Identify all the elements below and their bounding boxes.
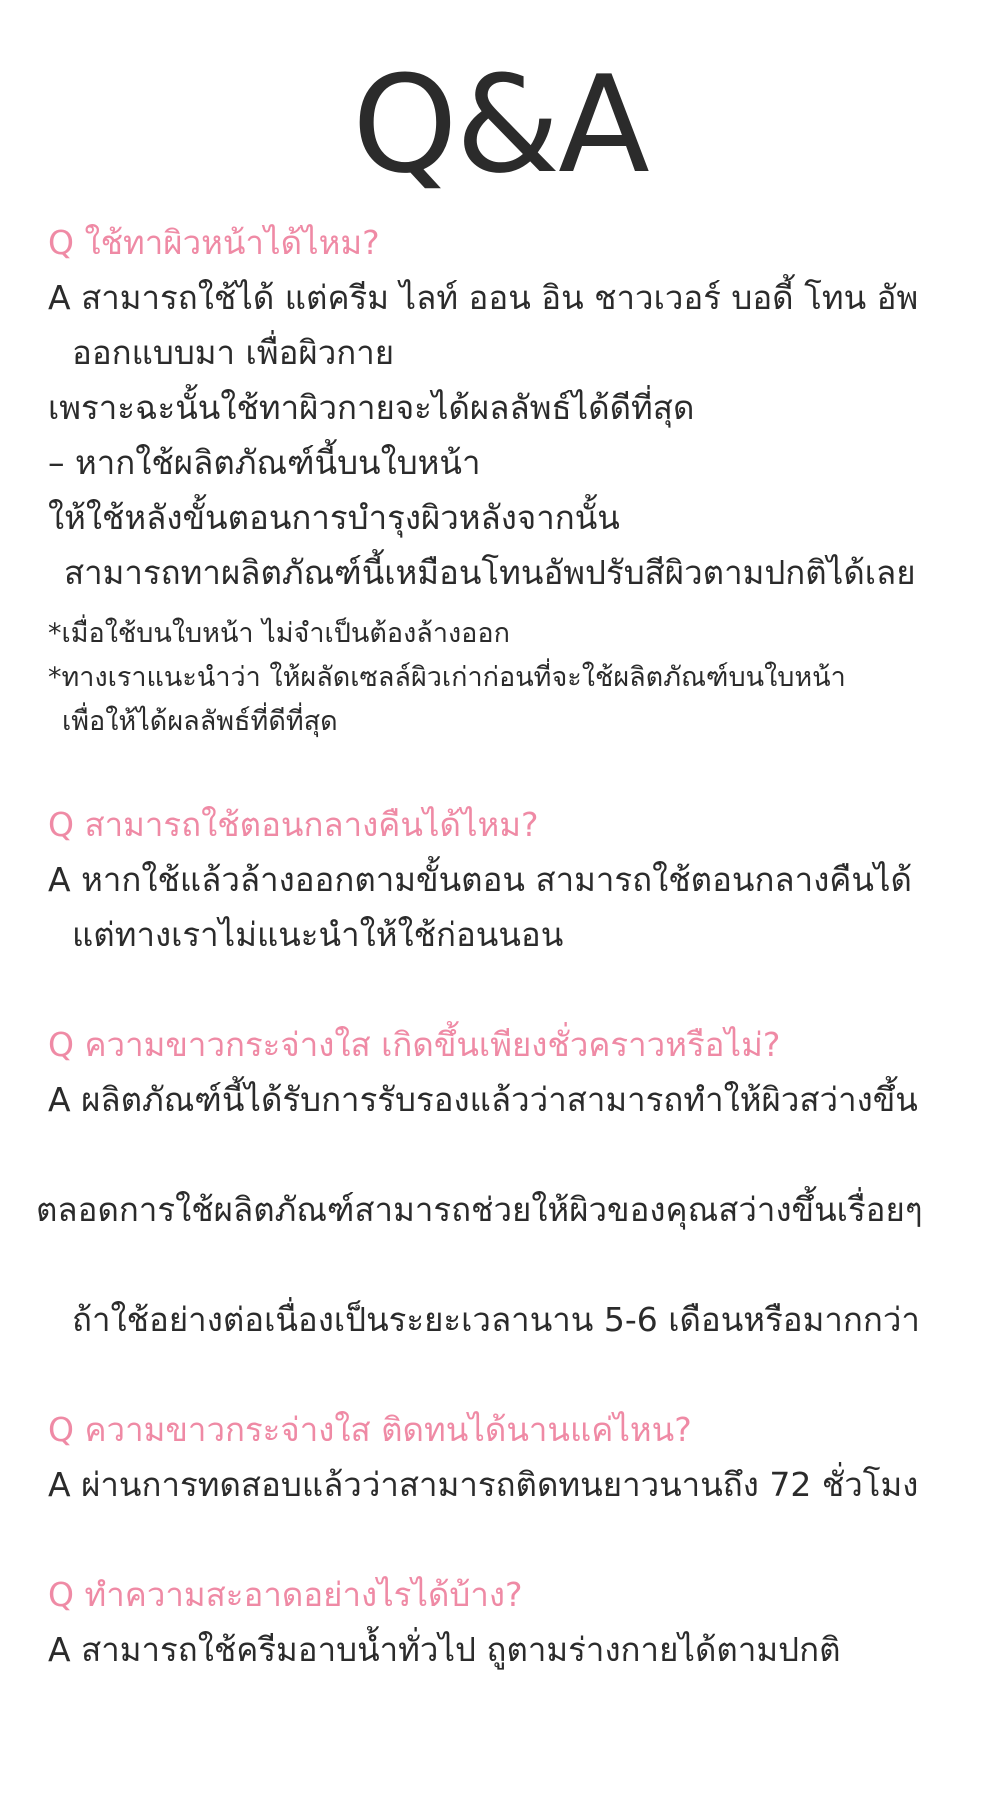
answer-4-line-1: A ผ่านการทดสอบแล้วว่าสามารถติดทนยาวนานถึง 72 ชั่วโมง: [48, 1465, 919, 1504]
question-5: Q ทำความสะอาดอย่างไรได้บ้าง?: [48, 1575, 523, 1614]
note-3: เพื่อให้ได้ผลลัพธ์ที่ดีที่สุด: [62, 706, 338, 737]
answer-1-line-6: สามารถทาผลิตภัณฑ์นี้เหมือนโทนอัพปรับสีผิวตามปกติได้เลย: [64, 553, 916, 592]
answer-1-line-2: ออกแบบมา เพื่อผิวกาย: [72, 333, 395, 372]
answer-2-line-1: A หากใช้แล้วล้างออกตามขั้นตอน สามารถใช้ตอนกลางคืนได้: [48, 860, 912, 899]
answer-1-line-4: – หากใช้ผลิตภัณฑ์นี้บนใบหน้า: [48, 443, 481, 482]
question-2: Q สามารถใช้ตอนกลางคืนได้ไหม?: [48, 805, 539, 844]
answer-5-line-1: A สามารถใช้ครีมอาบน้ำทั่วไป ถูตามร่างกายได้ตามปกติ: [48, 1630, 841, 1669]
note-2: *ทางเราแนะนำว่า ให้ผลัดเซลล์ผิวเก่าก่อนที่จะใช้ผลิตภัณฑ์บนใบหน้า: [48, 662, 846, 693]
page-title: Q&A: [352, 47, 648, 203]
question-1: Q ใช้ทาผิวหน้าได้ไหม?: [48, 223, 380, 262]
answer-2-line-2: แต่ทางเราไม่แนะนำให้ใช้ก่อนนอน: [72, 915, 564, 954]
note-1: *เมื่อใช้บนใบหน้า ไม่จำเป็นต้องล้างออก: [48, 618, 510, 649]
answer-1-line-1: A สามารถใช้ได้ แต่ครีม ไลท์ ออน อิน ชาวเวอร์ บอดี้ โทน อัพ: [48, 278, 919, 317]
answer-1-line-5: ให้ใช้หลังขั้นตอนการบำรุงผิวหลังจากนั้น: [48, 498, 620, 537]
answer-1-line-3: เพราะฉะนั้นใช้ทาผิวกายจะได้ผลลัพธ์ได้ดีที่สุด: [48, 388, 695, 427]
answer-3-line-1: A ผลิตภัณฑ์นี้ได้รับการรับรองแล้วว่าสามารถทำให้ผิวสว่างขึ้น: [48, 1080, 918, 1119]
question-4: Q ความขาวกระจ่างใส ติดทนได้นานแค่ไหน?: [48, 1410, 692, 1449]
answer-3-line-2: ตลอดการใช้ผลิตภัณฑ์สามารถช่วยให้ผิวของคุณสว่างขึ้นเรื่อยๆ: [36, 1190, 923, 1229]
question-3: Q ความขาวกระจ่างใส เกิดขึ้นเพียงชั่วคราวหรือไม่?: [48, 1025, 781, 1064]
answer-3-line-3: ถ้าใช้อย่างต่อเนื่องเป็นระยะเวลานาน 5-6 เดือนหรือมากกว่า: [72, 1300, 920, 1339]
